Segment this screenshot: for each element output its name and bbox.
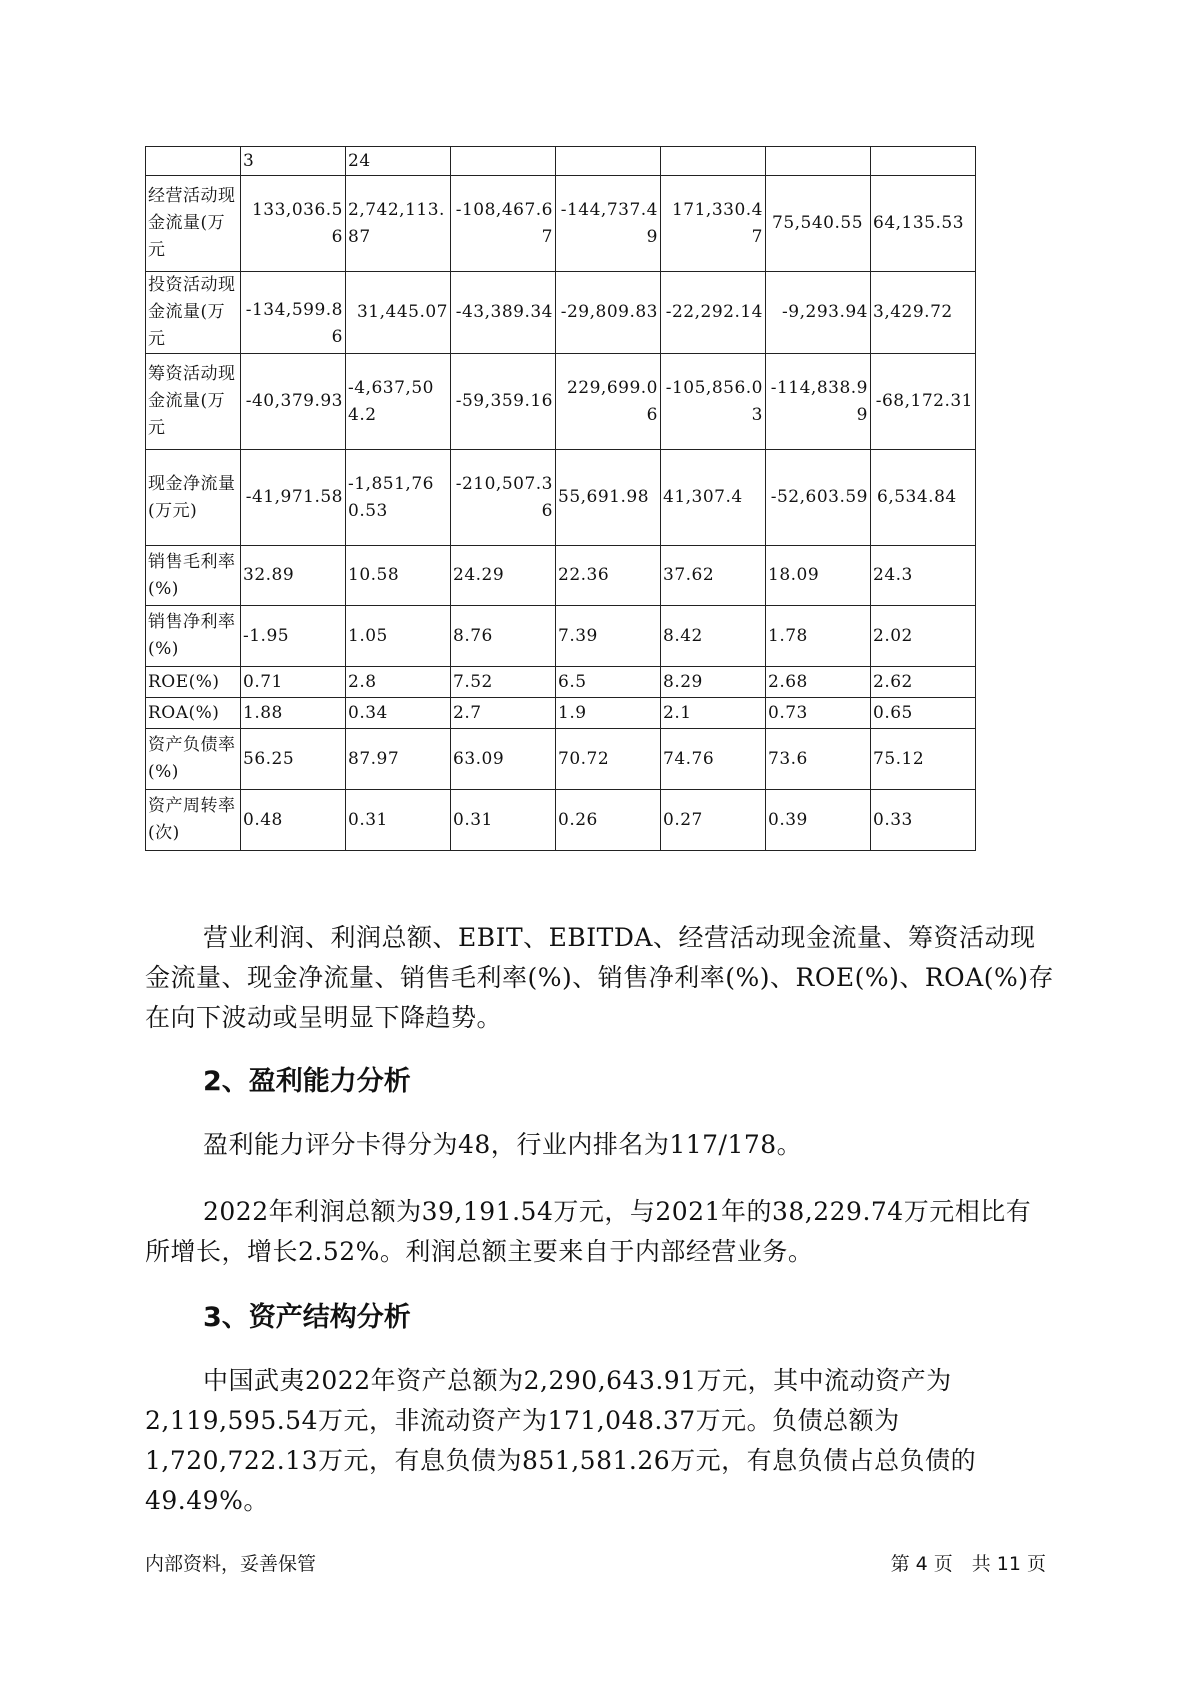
table-cell: 0.33 <box>871 790 976 851</box>
row-label: 资产负债率(%) <box>146 729 241 790</box>
table-cell: 0.27 <box>661 790 766 851</box>
table-cell: 3 <box>241 147 346 176</box>
table-row <box>146 176 976 272</box>
table-cell: -40,379.93 <box>241 354 346 450</box>
table-cell: -114,838.99 <box>766 354 871 450</box>
row-label: ROA(%) <box>146 698 241 729</box>
table-cell: 3,429.72 <box>871 272 976 354</box>
summary-paragraph: 营业利润、利润总额、EBIT、EBITDA、经营活动现金流量、筹资活动现金流量、现金净流量、销售毛利率(%)、销售净利率(%)、ROE(%)、ROA(%)存在向下波动或呈明显下降趋势。 <box>145 923 1054 1032</box>
financial-indicators-table <box>145 146 976 851</box>
table-cell: 1.78 <box>766 606 871 667</box>
table-cell: 1.05 <box>346 606 451 667</box>
table-cell: 73.6 <box>766 729 871 790</box>
table-cell <box>661 147 766 176</box>
table-cell: 7.39 <box>556 606 661 667</box>
section-heading-profitability: 2、盈利能力分析 <box>203 1066 411 1097</box>
table-row <box>146 698 976 729</box>
table-cell: 6.5 <box>556 667 661 698</box>
table-cell: 2.1 <box>661 698 766 729</box>
row-label: 经营活动现金流量(万元 <box>146 176 241 272</box>
table-cell: -1.95 <box>241 606 346 667</box>
table-cell: -134,599.86 <box>241 272 346 354</box>
row-label: 资产周转率(次) <box>146 790 241 851</box>
row-label: ROE(%) <box>146 667 241 698</box>
table-cell: -29,809.83 <box>556 272 661 354</box>
table-cell <box>871 147 976 176</box>
table-row <box>146 450 976 546</box>
table-cell: 1.88 <box>241 698 346 729</box>
table-cell: -9,293.94 <box>766 272 871 354</box>
profitability-score-paragraph: 盈利能力评分卡得分为48，行业内排名为117/178。 <box>203 1130 803 1159</box>
table-cell: 8.42 <box>661 606 766 667</box>
row-label <box>146 147 241 176</box>
table-cell: 24.3 <box>871 546 976 606</box>
table-cell: -108,467.67 <box>451 176 556 272</box>
table-row <box>146 790 976 851</box>
table-cell: 75,540.55 <box>766 176 871 272</box>
table-cell: 0.26 <box>556 790 661 851</box>
section-heading-asset-structure: 3、资产结构分析 <box>203 1302 411 1333</box>
asset-structure-paragraph: 中国武夷2022年资产总额为2,290,643.91万元，其中流动资产为2,119,595.54万元，非流动资产为171,048.37万元。负债总额为1,720,722.13万元，有息负债为851,581.26万元，有息负债占总负债的49.49%。 <box>145 1366 977 1515</box>
table-cell: 37.62 <box>661 546 766 606</box>
table-cell: 8.76 <box>451 606 556 667</box>
table-cell: -41,971.58 <box>241 450 346 546</box>
table-cell: 0.65 <box>871 698 976 729</box>
table-cell: 74.76 <box>661 729 766 790</box>
table-cell: 64,135.53 <box>871 176 976 272</box>
table-cell: 55,691.98 <box>556 450 661 546</box>
table-cell: 18.09 <box>766 546 871 606</box>
table-cell: 56.25 <box>241 729 346 790</box>
row-label: 销售毛利率(%) <box>146 546 241 606</box>
table-cell: 2.7 <box>451 698 556 729</box>
table-cell: 41,307.4 <box>661 450 766 546</box>
table-cell: 133,036.56 <box>241 176 346 272</box>
table-cell: -43,389.34 <box>451 272 556 354</box>
row-label: 销售净利率(%) <box>146 606 241 667</box>
table-cell: 0.73 <box>766 698 871 729</box>
table-cell: -52,603.59 <box>766 450 871 546</box>
row-label: 投资活动现金流量(万元 <box>146 272 241 354</box>
table-cell: 24.29 <box>451 546 556 606</box>
table-cell: 10.58 <box>346 546 451 606</box>
row-label: 现金净流量(万元) <box>146 450 241 546</box>
table-cell: 0.71 <box>241 667 346 698</box>
table-cell: 1.9 <box>556 698 661 729</box>
table-cell: 2.8 <box>346 667 451 698</box>
table-row <box>146 606 976 667</box>
table-cell: 22.36 <box>556 546 661 606</box>
table-cell: 32.89 <box>241 546 346 606</box>
table-cell: 31,445.07 <box>346 272 451 354</box>
table-cell: 87.97 <box>346 729 451 790</box>
table-cell: 2.62 <box>871 667 976 698</box>
row-label: 筹资活动现金流量(万元 <box>146 354 241 450</box>
table-cell: 0.31 <box>346 790 451 851</box>
table-row <box>146 729 976 790</box>
table-row <box>146 147 976 176</box>
table-cell: -144,737.49 <box>556 176 661 272</box>
footer-page-number: 第 4 页 共 11 页 <box>890 1553 1046 1575</box>
table-cell: 7.52 <box>451 667 556 698</box>
table-row <box>146 546 976 606</box>
table-cell: 2,742,113.87 <box>346 176 451 272</box>
table-cell: 0.48 <box>241 790 346 851</box>
table-cell: -1,851,760.53 <box>346 450 451 546</box>
table-cell: 75.12 <box>871 729 976 790</box>
table-cell: 63.09 <box>451 729 556 790</box>
table-cell: 0.39 <box>766 790 871 851</box>
table-row <box>146 354 976 450</box>
table-cell <box>766 147 871 176</box>
table-cell: 171,330.47 <box>661 176 766 272</box>
table-cell: 6,534.84 <box>871 450 976 546</box>
table-cell: -68,172.31 <box>871 354 976 450</box>
table-row <box>146 272 976 354</box>
table-cell: 0.31 <box>451 790 556 851</box>
table-cell: -210,507.36 <box>451 450 556 546</box>
table-cell: 229,699.06 <box>556 354 661 450</box>
table-cell: -59,359.16 <box>451 354 556 450</box>
footer-confidential-note: 内部资料，妥善保管 <box>145 1553 317 1575</box>
table-cell: -4,637,504.2 <box>346 354 451 450</box>
table-cell: -22,292.14 <box>661 272 766 354</box>
table-cell: 70.72 <box>556 729 661 790</box>
table-cell: 2.02 <box>871 606 976 667</box>
table-row <box>146 667 976 698</box>
table-cell: 0.34 <box>346 698 451 729</box>
table-cell: 2.68 <box>766 667 871 698</box>
table-cell: -105,856.03 <box>661 354 766 450</box>
table-cell: 8.29 <box>661 667 766 698</box>
table-cell: 24 <box>346 147 451 176</box>
table-cell <box>556 147 661 176</box>
profit-total-paragraph: 2022年利润总额为39,191.54万元，与2021年的38,229.74万元相比有所增长，增长2.52%。利润总额主要来自于内部经营业务。 <box>145 1197 1032 1266</box>
table-cell <box>451 147 556 176</box>
